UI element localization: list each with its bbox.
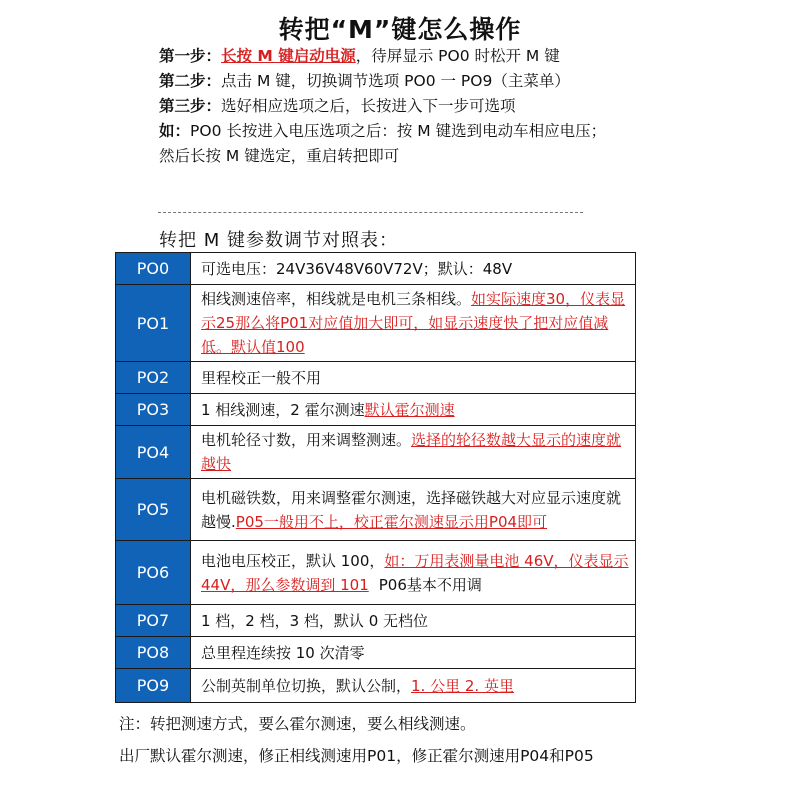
table-row bbox=[116, 669, 636, 703]
param-note: 默认霍尔测速 bbox=[364, 400, 455, 419]
parameter-table bbox=[115, 252, 636, 703]
note-1: 注：转把测速方式，要么霍尔测速，要么相线测速。 bbox=[119, 715, 476, 733]
param-note: 1. 公里 2. 英里 bbox=[411, 676, 514, 695]
param-description bbox=[191, 426, 636, 479]
step-1-highlight: 长按 M 键启动电源 bbox=[221, 47, 356, 65]
param-description bbox=[191, 605, 636, 637]
table-row bbox=[116, 362, 636, 394]
table-row bbox=[116, 426, 636, 479]
step-1-text: ，待屏显示 PO0 时松开 M 键 bbox=[355, 47, 560, 65]
param-text: 电机轮径寸数，用来调整测速。 bbox=[201, 431, 412, 449]
table-row bbox=[116, 394, 636, 426]
table-title: 转把 M 键参数调节对照表： bbox=[159, 230, 398, 251]
param-code: PO0 bbox=[116, 253, 191, 285]
param-text: 里程校正一般不用 bbox=[201, 368, 322, 387]
param-code: PO8 bbox=[116, 637, 191, 669]
param-text: 相线测速倍率，相线就是电机三条相线。 bbox=[201, 290, 472, 308]
param-text: 1 档，2 档，3 档，默认 0 无档位 bbox=[201, 611, 429, 630]
param-note: 选择的轮径数越大显示的速度就越快 bbox=[201, 431, 622, 473]
param-text: 总里程连续按 10 次清零 bbox=[201, 643, 365, 662]
param-text: 1 相线测速，2 霍尔测速 bbox=[201, 400, 365, 419]
param-code: PO9 bbox=[116, 669, 191, 703]
param-code: PO5 bbox=[116, 479, 191, 541]
param-description bbox=[191, 669, 636, 703]
step-1-label: 第一步： bbox=[159, 47, 222, 65]
step-final: 然后长按 M 键选定，重启转把即可 bbox=[159, 147, 400, 165]
example-label: 如： bbox=[159, 122, 191, 140]
param-text: 公制英制单位切换，默认公制， bbox=[201, 676, 412, 695]
step-1 bbox=[159, 44, 629, 69]
param-tail: P06基本不用调 bbox=[378, 575, 482, 594]
param-note: 如：万用表测量电池 46V，仪表显示 44V，那么参数调到 101 bbox=[201, 551, 629, 594]
example-text: PO0 长按进入电压选项之后：按 M 键选到电动车相应电压； bbox=[190, 122, 607, 140]
param-code: PO3 bbox=[116, 394, 191, 426]
param-description bbox=[191, 541, 636, 605]
param-code: PO4 bbox=[116, 426, 191, 479]
notes bbox=[119, 708, 594, 772]
example bbox=[159, 119, 629, 144]
note-2: 出厂默认霍尔测速，修正相线测速用P01，修正霍尔测速用P04和P05 bbox=[119, 747, 594, 765]
param-description bbox=[191, 637, 636, 669]
table-row bbox=[116, 285, 636, 362]
dashed-divider bbox=[158, 212, 583, 213]
step-3-label: 第三步： bbox=[159, 97, 222, 115]
param-code: PO7 bbox=[116, 605, 191, 637]
param-description bbox=[191, 394, 636, 426]
param-note: 如实际速度30，仪表显示25那么将P01对应值加大即可，如显示速度快了把对应值减低。默认值100 bbox=[201, 290, 626, 356]
step-2 bbox=[159, 69, 629, 94]
param-description bbox=[191, 285, 636, 362]
param-description bbox=[191, 479, 636, 541]
param-text: 可选电压：24V36V48V60V72V；默认：48V bbox=[201, 259, 513, 278]
param-description bbox=[191, 362, 636, 394]
param-code: PO6 bbox=[116, 541, 191, 605]
operation-steps bbox=[159, 44, 629, 169]
table-row bbox=[116, 605, 636, 637]
param-note: P05一般用不上，校正霍尔测速显示用P04即可 bbox=[235, 512, 548, 531]
param-description bbox=[191, 253, 636, 285]
table-row bbox=[116, 637, 636, 669]
step-2-text: 点击 M 键，切换调节选项 PO0 一 PO9（主菜单） bbox=[221, 72, 570, 90]
step-3 bbox=[159, 94, 629, 119]
param-text: 电池电压校正，默认 100， bbox=[201, 551, 385, 570]
page-title: 转把“M”键怎么操作 bbox=[278, 15, 522, 44]
table-row bbox=[116, 541, 636, 605]
param-text: 电机磁铁数，用来调整霍尔测速，选择磁铁越大对应显示速度就越慢. bbox=[201, 488, 622, 531]
step-2-label: 第二步： bbox=[159, 72, 222, 90]
table-row bbox=[116, 253, 636, 285]
param-code: PO2 bbox=[116, 362, 191, 394]
param-code: PO1 bbox=[116, 285, 191, 362]
table-row bbox=[116, 479, 636, 541]
step-3-text: 选好相应选项之后，长按进入下一步可选项 bbox=[221, 97, 516, 115]
